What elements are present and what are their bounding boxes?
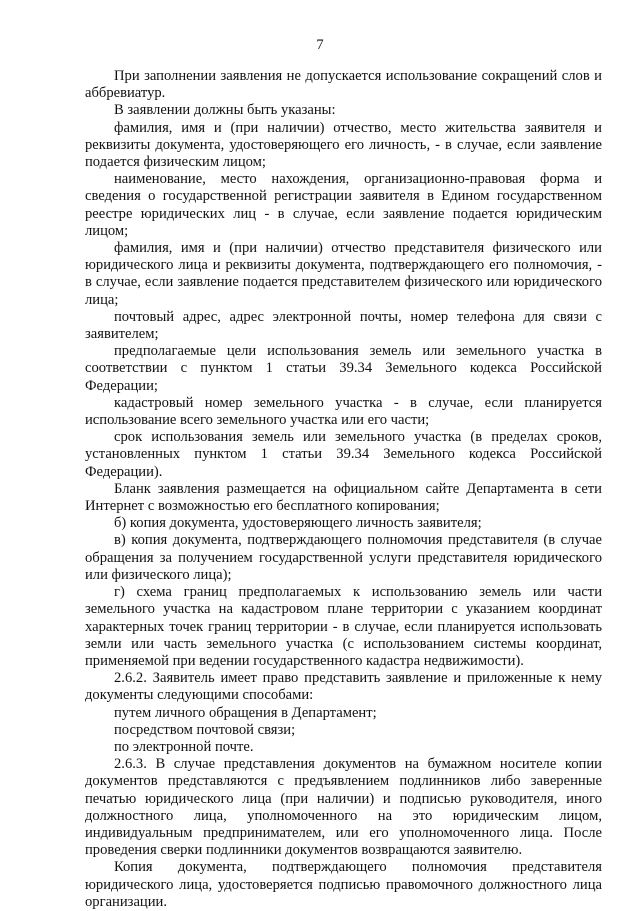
paragraph: кадастровый номер земельного участка - в случае, если планируется использование всего земельного участка или его части; (85, 394, 602, 429)
paragraph: фамилия, имя и (при наличии) отчество, место жительства заявителя и реквизиты документа, удостоверяющего его личность, - в случае, если заявление подается физическим лицом; (85, 119, 602, 171)
paragraph: по электронной почте. (114, 738, 254, 755)
paragraph: г) схема границ предполагаемых к использованию земель или части земельного участка на кадастровом плане территории с указанием координат характерных точек границ территории - в случае, если планируется использовать земли или часть земельного участка (с использованием системы координат, применяемой при ведении государственного кадастра недвижимости). (85, 584, 602, 669)
paragraph: 2.6.2. Заявитель имеет право представить заявление и приложенные к нему документы следующими способами: (85, 670, 602, 704)
paragraph: предполагаемые цели использования земель или земельного участка в соответствии с пунктом 1 статьи 39.34 Земельного кодекса Российской Федерации; (85, 343, 602, 394)
paragraph: В заявлении должны быть указаны: (114, 102, 336, 119)
paragraph: срок использования земель или земельного участка (в пределах сроков, установленных пунктом 1 статьи 39.34 Земельного кодекса Российской Федерации). (85, 429, 602, 480)
paragraph: наименование, место нахождения, организационно-правовая форма и сведения о государственной регистрации заявителя в Едином государственном реестре юридических лиц - в случае, если заявление подается юридическим лицом; (85, 171, 602, 239)
paragraph: б) копия документа, удостоверяющего личность заявителя; (114, 515, 482, 532)
paragraph: посредством почтовой связи; (114, 721, 296, 738)
paragraph: в) копия документа, подтверждающего полномочия представителя (в случае обращения за получением государственной услуги представителя юридического или физического лица); (85, 532, 602, 583)
paragraph: Бланк заявления размещается на официальном сайте Департамента в сети Интернет с возможностью его бесплатного копирования; (85, 480, 602, 515)
paragraph: Копия документа, подтверждающего полномочия представителя юридического лица, удостоверяется подписью правомочного должностного лица организации. (85, 859, 602, 910)
paragraph: почтовый адрес, адрес электронной почты, номер телефона для связи с заявителем; (85, 308, 602, 343)
paragraph: При заполнении заявления не допускается использование сокращений слов и аббревиатур. (85, 68, 602, 102)
paragraph: путем личного обращения в Департамент; (114, 704, 377, 721)
paragraph: фамилия, имя и (при наличии) отчество представителя физического или юридического лица и реквизиты документа, подтверждающего его полномочия, - в случае, если заявление подается представителем физического или юридического лица; (85, 240, 602, 308)
page-number: 7 (316, 37, 324, 53)
document-body (85, 68, 602, 911)
paragraph: 2.6.3. В случае представления документов на бумажном носителе копии документов представляются с предъявлением подлинников либо заверенные печатью юридического лица (при наличии) и подписью руководителя, иного должностного лица, уполномоченного на это юридическим лицом, индивидуальным предпринимателем, или его уполномоченного лица. После проведения сверки подлинники документов возвращаются заявителю. (85, 756, 602, 859)
